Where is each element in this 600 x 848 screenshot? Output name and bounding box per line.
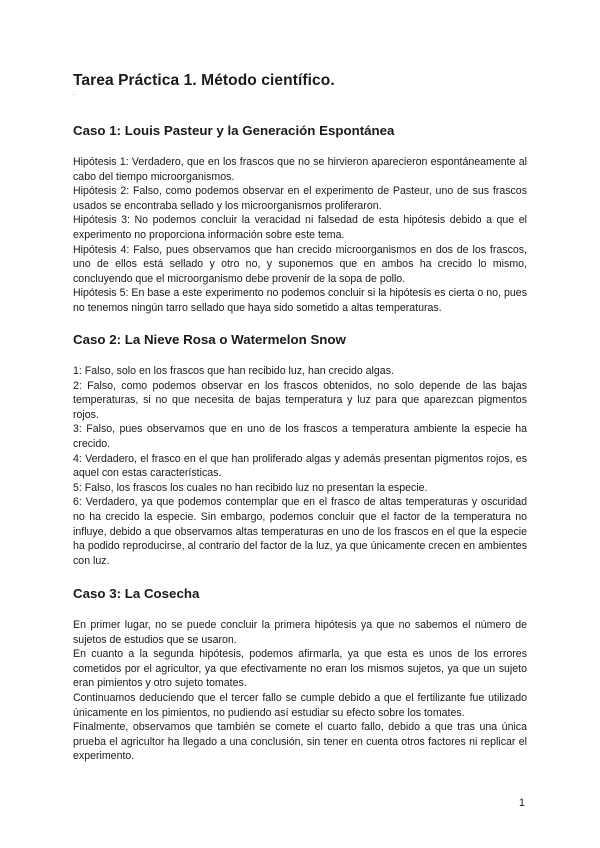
section-heading-caso-2: Caso 2: La Nieve Rosa o Watermelon Snow <box>73 332 346 347</box>
paragraph: 4: Verdadero, el frasco en el que han proliferado algas y además presentan pigmentos rojos, es aquel con estas características. <box>73 452 527 480</box>
paragraph: 2: Falso, como podemos observar en los frascos obtenidos, no solo depende de las bajas temperaturas, si no que necesita de bajas temperatura y luz para que aparezcan pigmentos rojos. <box>73 379 527 421</box>
page-number: 1 <box>519 797 525 809</box>
paragraph: En cuanto a la segunda hipótesis, podemos afirmarla, ya que esta es unos de los errores cometidos por el agricultor, ya que efectivamente no eran los mismos sujetos, ya que un sujeto eran pimientos y otro sujeto tomates. <box>73 648 527 690</box>
section-heading-caso-1: Caso 1: Louis Pasteur y la Generación Espontánea <box>73 123 395 138</box>
paragraph: 5: Falso, los frascos los cuales no han recibido luz no presentan la especie. <box>73 481 428 494</box>
section-body-caso-3 <box>73 618 527 764</box>
paragraph: Continuamos deduciendo que el tercer fallo se cumple debido a que el fertilizante fue utilizado únicamente en los pimientos, no pudiendo así estudiar su efecto sobre los tomates. <box>73 691 527 719</box>
paragraph: Hipótesis 5: En base a este experimento no podemos concluir si la hipótesis es cierta o no, pues no tenemos ningún tarro sellado que haya sido sometido a altas temperaturas. <box>73 287 527 314</box>
section-body-caso-1 <box>73 155 527 316</box>
section-body-caso-2 <box>73 364 527 568</box>
paragraph: Hipótesis 4: Falso, pues observamos que han crecido microorganismos en dos de los frascos, uno de ellos está sellado y otro no, y suponemos que en ambos ha crecido lo mismo, concluyendo que el microorganismo debe provenir de la sopa de pollo. <box>73 243 527 285</box>
section-heading-caso-3: Caso 3: La Cosecha <box>73 586 200 601</box>
title-separator: . <box>73 91 75 97</box>
paragraph: 1: Falso, solo en los frascos que han recibido luz, han crecido algas. <box>73 365 394 377</box>
paragraph: Finalmente, observamos que también se comete el cuarto fallo, debido a que tras una única prueba el agricultor ha llegado a una conclusión, sin tener en cuenta otros factores ni replicar el experimento. <box>73 721 527 763</box>
paragraph: 6: Verdadero, ya que podemos contemplar que en el frasco de altas temperaturas y oscuridad no ha crecido la especie. Sin embargo, podemos concluir que el factor de la temperatura no influye, debido a que observamos altas temperaturas en uno de los frascos en el que la especie ha podido reproducirse, al contrario del factor de la luz, ya que únicamente crecen en ambientes con luz. <box>73 496 527 567</box>
paragraph: En primer lugar, no se puede concluir la primera hipótesis ya que no sabemos el número de sujetos de estudios que se usaron. <box>73 619 527 646</box>
paragraph: 3: Falso, pues observamos que en uno de los frascos a temperatura ambiente la especie ha crecido. <box>73 423 527 450</box>
paragraph: Hipótesis 3: No podemos concluir la veracidad ni falsedad de esta hipótesis debido a que el experimento no proporciona información sobre este tema. <box>73 214 527 241</box>
paragraph: Hipótesis 1: Verdadero, que en los frascos que no se hirvieron aparecieron espontáneamente al cabo del tiempo microorganismos. <box>73 156 527 183</box>
paragraph: Hipótesis 2: Falso, como podemos observar en el experimento de Pasteur, uno de sus frascos usados se encontraba sellado y los microorganismos proliferaron. <box>73 185 527 212</box>
document-title: Tarea Práctica 1. Método científico. <box>73 72 335 89</box>
